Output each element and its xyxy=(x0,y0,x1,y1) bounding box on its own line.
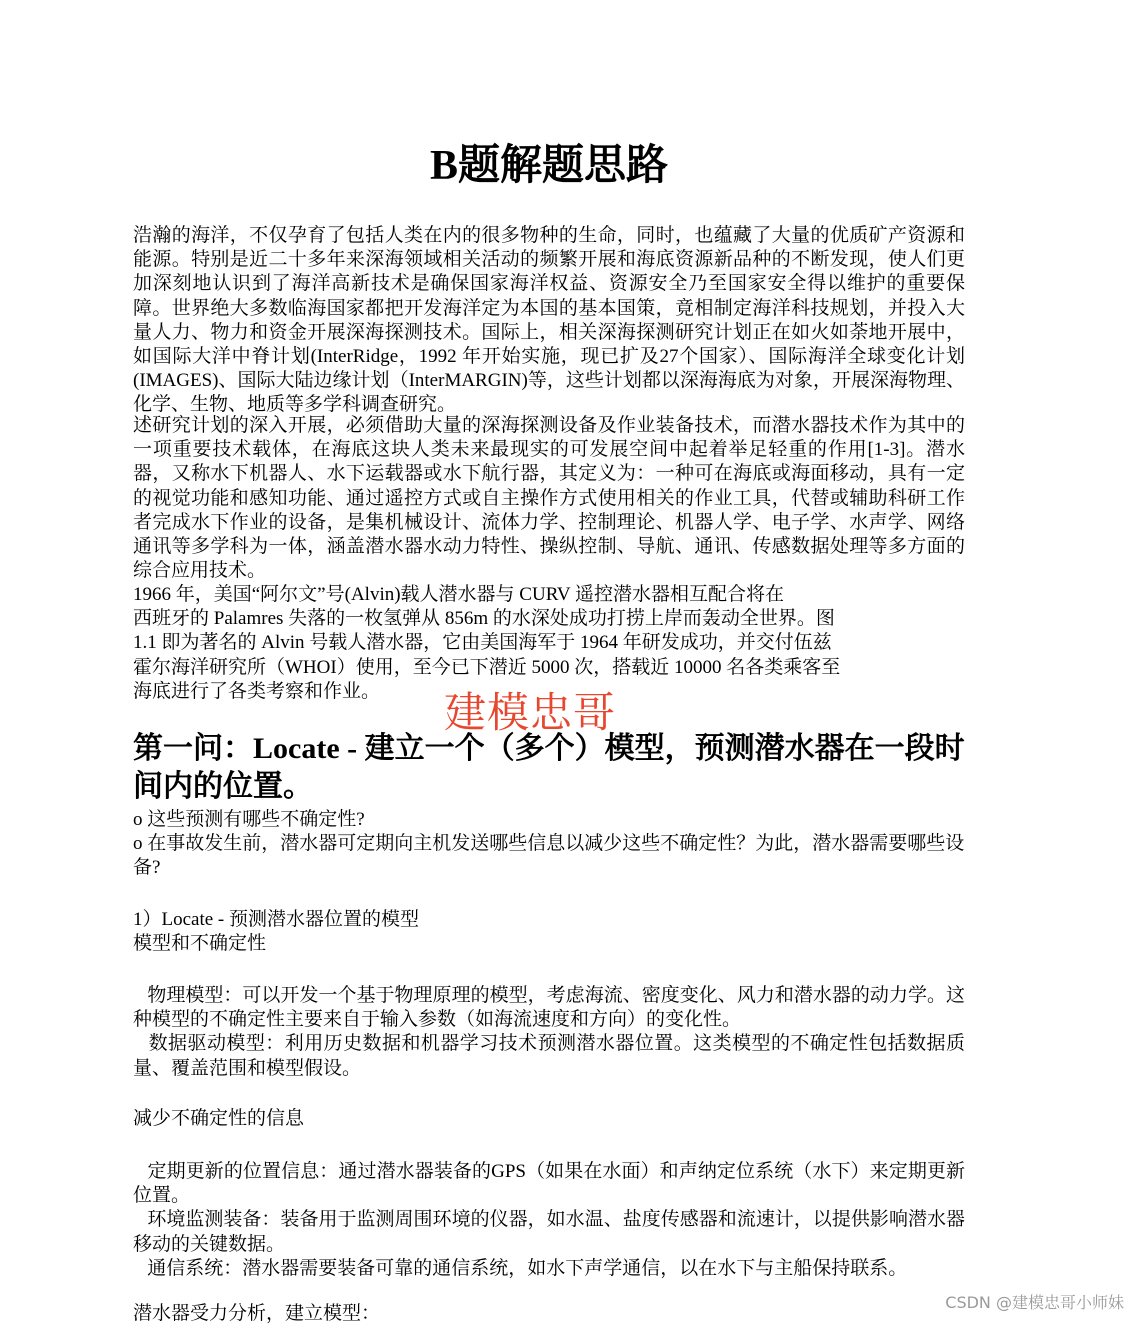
section1-heading: 第一问：Locate - 建立一个（多个）模型，预测潜水器在一段时间内的位置。 xyxy=(133,732,965,803)
alvin-paragraph xyxy=(133,583,883,704)
second-paragraph: 述研究计划的深入开展，必须借助大量的深海探测设备及作业装备技术，而潜水器技术作为其中的一项重要技术载体，在海底这块人类未来最现实的可发展空间中起着举足轻重的作用[1-3]。潜水器，又称水下机器人、水下运载器或水下航行器，其定义为：一种可在海底或海面移动，具有一定的视觉功能和感知功能、通过遥控方式或自主操作方式使用相关的作业工具，代替或辅助科研工作者完成水下作业的设备，是集机械设计、流体力学、控制理论、机器人学、电子学、水声学、网络通讯等多学科为一体，涵盖潜水器水动力特性、操纵控制、导航、通讯、传感数据处理等多方面的综合应用技术。 xyxy=(133,415,965,582)
reduce-item xyxy=(133,1160,965,1208)
subsection-subtitle: 模型和不确定性 xyxy=(133,933,267,955)
model-item xyxy=(133,1032,965,1080)
reduce-item-text: 定期更新的位置信息：通过潜水器装备的GPS（如果在水面）和声纳定位系统（水下）来定期更新位置。 xyxy=(133,1161,965,1207)
model-physical-text: 物理模型：可以开发一个基于物理原理的模型，考虑海流、密度变化、风力和潜水器的动力学。这种模型的不确定性主要来自于输入参数（如海流速度和方向）的变化性。 xyxy=(133,985,966,1031)
alvin-line: 西班牙的 Palamres 失落的一枚氢弹从 856m 的水深处成功打捞上岸而轰动全世界。图 xyxy=(133,608,835,630)
force-analysis-heading: 潜水器受力分析，建立模型： xyxy=(133,1303,381,1324)
alvin-line: 1.1 即为著名的 Alvin 号载人潜水器，它由美国海军于 1964 年研发成功，并交付伍兹 xyxy=(133,632,832,654)
reduce-item xyxy=(133,1257,965,1281)
alvin-line: 海底进行了各类考察和作业。 xyxy=(133,680,381,702)
reduce-item-text: 环境监测装备：装备用于监测周围环境的仪器，如水温、盐度传感器和流速计，以提供影响潜水器移动的关键数据。 xyxy=(133,1209,966,1255)
models-list xyxy=(133,984,965,1081)
intro-paragraph: 浩瀚的海洋，不仅孕育了包括人类在内的很多物种的生命，同时，也蕴藏了大量的优质矿产资源和能源。特别是近二十多年来深海领域相关活动的频繁开展和海底资源新品种的不断发现，使人们更加深刻地认识到了海洋高新技术是确保国家海洋权益、资源安全乃至国家安全得以维护的重要保障。世界绝大多数临海国家都把开发海洋定为本国的基本国策，竟相制定海洋科技规划，并投入大量人力、物力和资金开展深海探测技术。国际上，相关深海探测研究计划正在如火如荼地开展中，如国际大洋中脊计划(InterRidge，1992 年开始实施，现已扩及27个国家）、国际海洋全球变化计划(IMAGES)、国际大陆边缘计划（InterMARGIN)等，这些计划都以深海海底为对象，开展深海物理、化学、生物、地质等多学科调查研究。 xyxy=(133,225,965,416)
csdn-watermark: CSDN @建模忠哥小师妹 xyxy=(945,1293,1124,1312)
red-watermark: 建模忠哥 xyxy=(444,688,617,737)
alvin-line: 1966 年，美国“阿尔文”号(Alvin)载人潜水器与 CURV 遥控潜水器相互配合将在 xyxy=(133,584,784,605)
subsection-title: 1）Locate - 预测潜水器位置的模型 xyxy=(133,909,420,930)
model-data-text: 数据驱动模型：利用历史数据和机器学习技术预测潜水器位置。这类模型的不确定性包括数据质量、覆盖范围和模型假设。 xyxy=(133,1033,966,1079)
reduce-heading: 减少不确定性的信息 xyxy=(133,1108,305,1129)
reduce-item-text: 通信系统：潜水器需要装备可靠的通信系统，如水下声学通信，以在水下与主船保持联系。 xyxy=(147,1257,908,1279)
alvin-line: 霍尔海洋研究所（WHOI）使用，至今已下潜近 5000 次，搭载近 10000 名各类乘客至 xyxy=(133,656,841,678)
question-item: o 在事故发生前，潜水器可定期向主机发送哪些信息以减少这些不确定性？为此，潜水器需要哪些设备? xyxy=(133,833,965,879)
subsection xyxy=(133,908,965,956)
model-item xyxy=(133,984,965,1032)
reduce-item xyxy=(133,1208,965,1256)
document-title: B题解题思路 xyxy=(429,143,668,189)
question-item: o 这些预测有哪些不确定性? xyxy=(133,809,365,830)
reduce-list xyxy=(133,1160,965,1281)
questions-list xyxy=(133,808,965,881)
